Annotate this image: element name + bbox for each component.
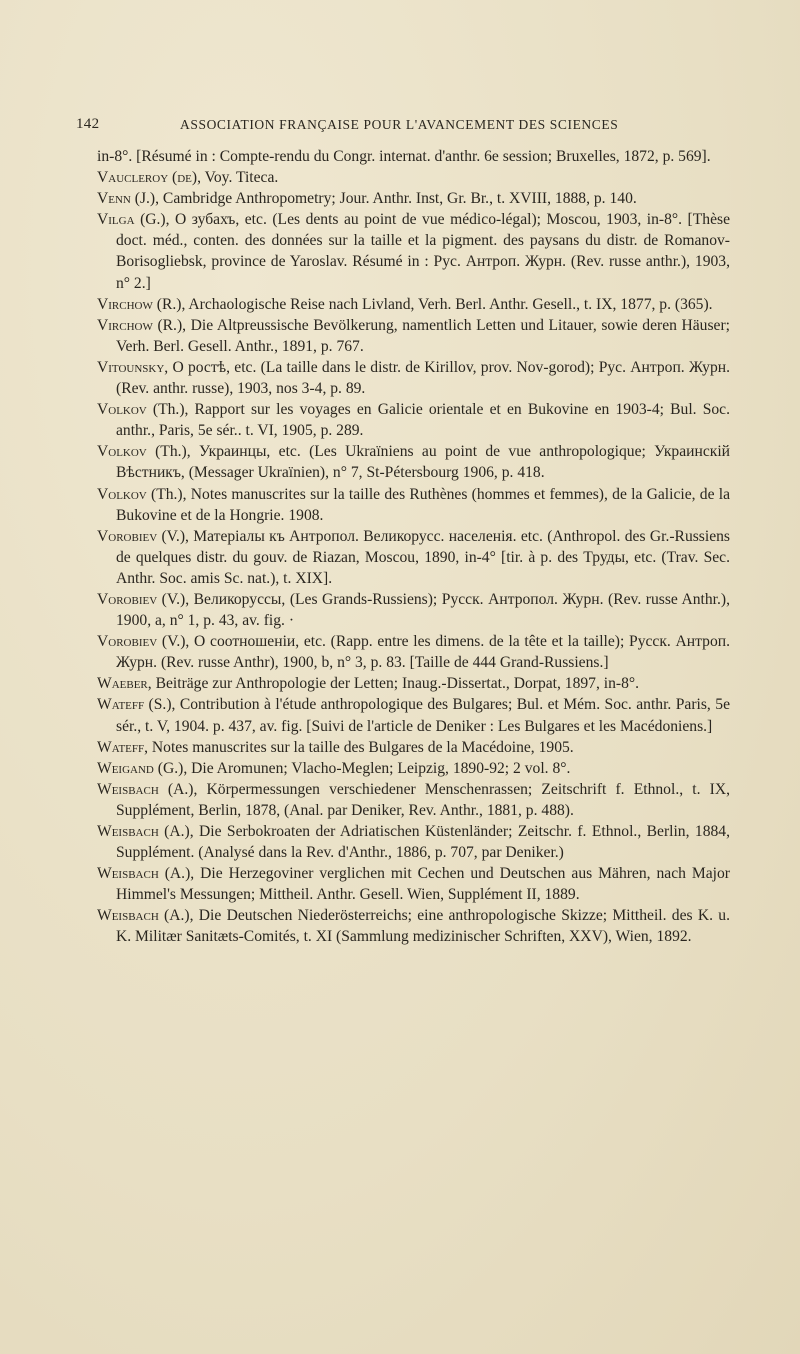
entry-text: Notes manuscrites sur la taille des Bulgares de la Macédoine, 1905. — [148, 738, 574, 756]
bibliography-entry — [97, 737, 730, 758]
running-title: ASSOCIATION FRANÇAISE POUR L'AVANCEMENT DES SCIENCES — [180, 117, 619, 132]
entry-text: O ростѣ, etc. (La taille dans le distr. de Kirillov, prov. Nov-gorod); Рус. Антроп. Журн. (Rev. anthr. russe), 1903, nos 3-4, p. 89. — [116, 358, 730, 398]
entry-author: Vorobiev — [97, 527, 158, 545]
entry-author: Wateff, — [97, 738, 149, 756]
entry-author: Weisbach — [97, 907, 159, 925]
entry-author: Volkov — [97, 485, 147, 503]
entry-author: Weisbach — [97, 780, 159, 798]
bibliography-entry — [97, 863, 730, 905]
bibliography-entry — [97, 188, 730, 209]
entry-author: Volkov — [97, 443, 147, 461]
entry-text: (Th.), Rapport sur les voyages en Galicie orientale et en Bukovine en 1903-4; Bul. Soc. anthr., Paris, 5e sér.. t. VI, 1905, p. 289. — [116, 401, 730, 440]
entry-author: Vilga — [97, 211, 135, 229]
entry-author: Vorobiev — [97, 633, 158, 651]
bibliography-entry — [97, 294, 730, 315]
entry-text: in-8°. [Résumé in : Compte-rendu du Congr. internat. d'anthr. 6e session; Bruxelles, 1872, p. 569]. — [97, 148, 711, 165]
entry-author: Weigand — [97, 759, 154, 777]
entry-author: Weisbach — [97, 865, 159, 883]
entry-text: (Th.), Notes manuscrites sur la taille des Ruthènes (hommes et femmes), de la Galicie, de la Bukovine et de la Hongrie. 1908. — [116, 485, 730, 524]
entry-text: (V.), Матерiалы къ Антропол. Великорусс. населенiя. etc. (Anthropol. des Gr.-Russiens de quelques distr. du gouv. de Riazan, Moscou, 1890, in-4° [tir. à p. des Труды, etc. (Trav. Sec. Anthr. Soc. amis Sc. nat.), t. XIX]. — [116, 527, 730, 587]
bibliography-entry — [97, 673, 730, 694]
entry-author: Weisbach — [97, 823, 159, 840]
entry-text: (V.), O соотношенiи, etc. (Rapp. entre les dimens. de la tête et la taille); Русск. Антроп. Журн. (Rev. russe Anthr), 1900, b, n° 3, p. 83. [Taille de 444 Grand-Russiens.] — [116, 633, 730, 672]
entry-text: (A.), Die Deutschen Niederösterreichs; eine anthropologische Skizze; Mittheil. des K. u. K. Militær Sanitæts-Comités, t. XI (Sammlung medizinischer Schriften, XXV), Wien, 1892. — [116, 907, 730, 946]
bibliography-entry — [97, 484, 730, 526]
bibliography-entry — [97, 758, 730, 779]
entry-author: Vaucleroy (de), — [97, 169, 201, 187]
bibliography-entry — [97, 694, 730, 736]
entry-author: Volkov — [97, 401, 147, 419]
bibliography-entry — [97, 631, 730, 673]
entry-text: (A.), Die Serbokroaten der Adriatischen Küstenländer; Zeitschr. f. Ethnol., Berlin, 1884, Supplément. (Analysé dans la Rev. d'Anthr., 1886, p. 707, par Deniker.) — [116, 823, 730, 862]
bibliography-entry — [97, 779, 730, 821]
entry-text: (A.), Körpermessungen verschiedener Menschenrassen; Zeitschrift f. Ethnol., t. IX, Supplément, Berlin, 1878, (Anal. par Deniker, Rev. Anthr., 1881, p. 488). — [116, 780, 730, 819]
bibliography-entry — [97, 357, 730, 399]
entry-author: Virchow — [97, 295, 153, 313]
entry-text: (Th.), Украинцы, etc. (Les Ukraïniens au point de vue anthropologique; Украинскiй Вѣстникъ, (Messager Ukraïnien), n° 7, St-Pétersbourg 1906, p. 418. — [116, 443, 730, 482]
bibliography-entry — [97, 526, 730, 589]
bibliography-entry — [97, 315, 730, 357]
entry-text: (G.), O зубахъ, etc. (Les dents au point de vue médico-légal); Moscou, 1903, in-8°. [Thèse doct. méd., conten. des données sur la taille et la pigment. des paysans du distr. de Romanov-Borisogliebsk, province de Yaroslav. Résumé in : Рус. Антроп. Журн. (Rev. russe anthr.), 1903, n° 2.] — [116, 211, 730, 292]
page-number: 142 — [76, 116, 100, 132]
entry-text: Voy. Titeca. — [201, 169, 279, 187]
bibliography-entry — [97, 167, 730, 188]
entry-text: (A.), Die Herzegoviner verglichen mit Cechen und Deutschen aus Mähren, nach Major Himmel's Messungen; Mittheil. Anthr. Gesell. Wien, Supplément II, 1889. — [116, 865, 730, 904]
bibliography-entry — [97, 146, 730, 167]
entry-text: Beiträge zur Anthropologie der Letten; Inaug.-Dissertat., Dorpat, 1897, in-8°. — [151, 675, 640, 693]
bibliography-entry — [97, 209, 730, 293]
bibliography-entry — [97, 399, 730, 441]
entry-author: Wateff — [97, 696, 145, 714]
entry-text: (S.), Contribution à l'étude anthropologique des Bulgares; Bul. et Mém. Soc. anthr. Paris, 5e sér., t. V, 1904. p. 437, av. fig. [Suivi de l'article de Deniker : Les Bulgares et les Macédoniens.] — [116, 696, 730, 735]
entry-author: Vitounsky, — [97, 358, 169, 376]
entry-author: Virchow — [97, 316, 153, 334]
entry-author: Vorobiev — [97, 590, 158, 608]
bibliography-list — [97, 146, 730, 948]
entry-text: (V.), Великоруссы, (Les Grands-Russiens); Русск. Антропол. Журн. (Rev. russe Anthr.), 1900, a, n° 1, p. 43, av. fig. · — [116, 590, 730, 630]
entry-author: Venn — [97, 190, 131, 208]
bibliography-entry — [97, 441, 730, 483]
bibliography-entry — [97, 905, 730, 947]
entry-text: (J.), Cambridge Anthropometry; Jour. Anthr. Inst, Gr. Br., t. XVIII, 1888, p. 140. — [130, 190, 637, 208]
bibliography-entry — [97, 821, 730, 863]
entry-author: Waeber, — [97, 675, 152, 693]
entry-text: (G.), Die Aromunen; Vlacho-Meglen; Leipzig, 1890-92; 2 vol. 8°. — [153, 759, 571, 777]
bibliography-entry — [97, 589, 730, 631]
entry-text: (R.), Die Altpreussische Bevölkerung, namentlich Letten und Litauer, sowie deren Häuser; Verh. Berl. Gesell. Anthr., 1891, p. 767. — [116, 316, 730, 355]
entry-text: (R.), Archaologische Reise nach Livland, Verh. Berl. Anthr. Gesell., t. IX, 1877, p. (365). — [152, 295, 713, 313]
